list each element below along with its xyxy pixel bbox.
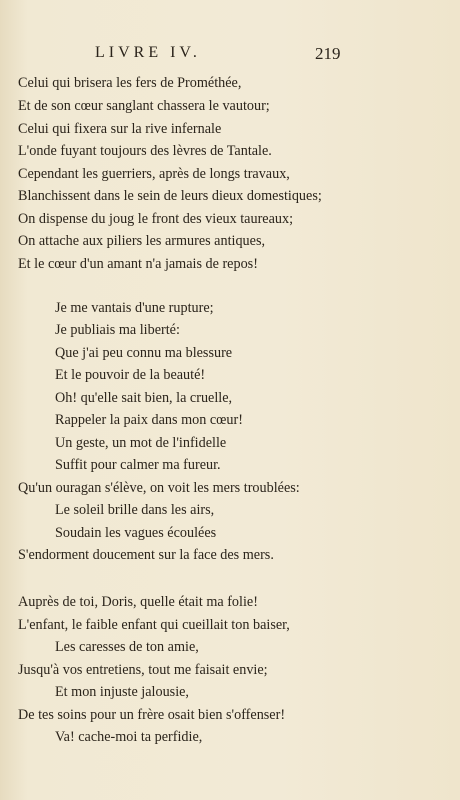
verse-line: Suffit pour calmer ma fureur.	[55, 457, 221, 473]
verse-line: Et mon injuste jalousie,	[55, 684, 189, 700]
verse-line: On dispense du joug le front des vieux taureaux;	[18, 211, 294, 227]
verse-line: L'enfant, le faible enfant qui cueillait ton baiser,	[18, 617, 290, 633]
verse-line: Cependant les guerriers, après de longs travaux,	[18, 166, 290, 182]
verse-line: Va! cache-moi ta perfidie,	[55, 729, 203, 745]
verse-line: L'onde fuyant toujours des lèvres de Tantale.	[18, 143, 272, 159]
verse-line: Que j'ai peu connu ma blessure	[55, 345, 233, 361]
running-head-title: LIVRE IV.	[95, 44, 201, 61]
verse-line: Soudain les vagues écoulées	[55, 525, 217, 541]
verse-line: Jusqu'à vos entretiens, tout me faisait envie;	[18, 662, 268, 678]
verse-line: Auprès de toi, Doris, quelle était ma folie!	[18, 594, 258, 610]
verse-line: Oh! qu'elle sait bien, la cruelle,	[55, 390, 233, 406]
verse-line: Et le pouvoir de la beauté!	[55, 367, 206, 383]
verse-line: Qu'un ouragan s'élève, on voit les mers troublées:	[18, 480, 300, 496]
verse-line: Je me vantais d'une rupture;	[55, 300, 214, 316]
running-head	[0, 44, 460, 68]
page-number: 219	[315, 44, 341, 63]
verse-line: S'endorment doucement sur la face des mers.	[18, 547, 274, 563]
verse-line: Celui qui brisera les fers de Prométhée,	[18, 75, 242, 91]
verse-line: Et le cœur d'un amant n'a jamais de repos!	[18, 256, 258, 272]
verse-line: On attache aux piliers les armures antiques,	[18, 233, 266, 249]
verse-line: Le soleil brille dans les airs,	[55, 502, 215, 518]
verse-line: Un geste, un mot de l'infidelle	[55, 435, 227, 451]
verse-line: Blanchissent dans le sein de leurs dieux domestiques;	[18, 188, 322, 204]
verse-line: Et de son cœur sanglant chassera le vautour;	[18, 98, 270, 114]
verse-line: Celui qui fixera sur la rive infernale	[18, 121, 222, 137]
verse-line: De tes soins pour un frère osait bien s'offenser!	[18, 707, 286, 723]
verse-line: Je publiais ma liberté:	[55, 322, 180, 338]
verse-line: Rappeler la paix dans mon cœur!	[55, 412, 243, 428]
verse-line: Les caresses de ton amie,	[55, 639, 199, 655]
